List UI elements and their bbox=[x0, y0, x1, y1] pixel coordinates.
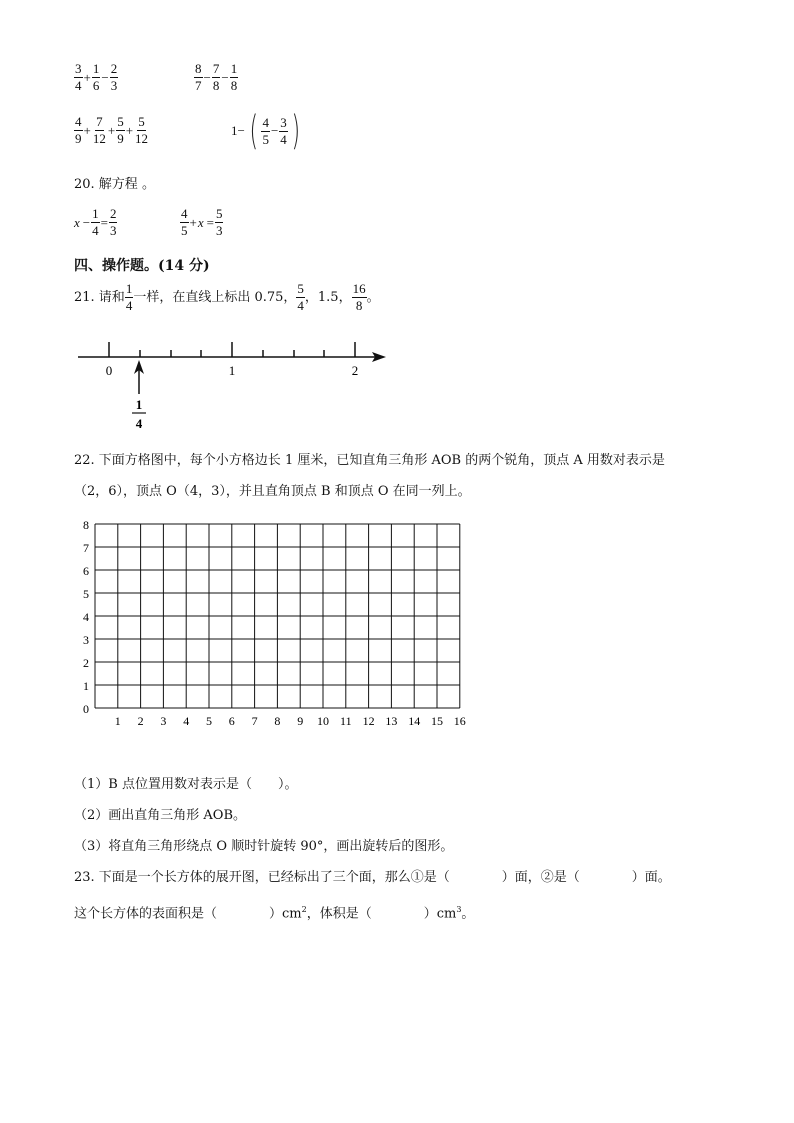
fraction: $\frac{4}{5}$ bbox=[262, 114, 269, 147]
fraction: $\frac{3}{4}$ bbox=[280, 114, 287, 147]
right-paren: ) bbox=[291, 108, 300, 154]
grid-x-label: 16 bbox=[453, 714, 466, 728]
fraction: $\frac{8}{7}$ bbox=[195, 61, 202, 93]
grid-y-label: 8 bbox=[83, 518, 89, 532]
grid-y-label: 6 bbox=[83, 564, 89, 578]
grid-y-label: 2 bbox=[83, 656, 89, 670]
grid-x-label: 4 bbox=[183, 714, 190, 728]
grid-x-label: 7 bbox=[251, 714, 258, 728]
grid-x-label: 3 bbox=[160, 714, 167, 728]
fraction: $\frac{5}{3}$ bbox=[215, 206, 223, 238]
coordinate-grid bbox=[72, 514, 472, 730]
marker-frac-numerator: 1 bbox=[135, 397, 143, 412]
equation-2: $\frac{4}{5}$ + x = $\frac{5}{3}$ bbox=[181, 206, 223, 238]
grid-x-label: 2 bbox=[137, 714, 144, 728]
expr-2: $\frac{8}{7}$ − $\frac{7}{8}$ − $\frac{1}{8}$ bbox=[195, 61, 238, 93]
grid-x-label: 12 bbox=[362, 714, 375, 728]
grid-x-label: 8 bbox=[274, 714, 281, 728]
grid-x-label: 9 bbox=[297, 714, 304, 728]
fraction: $\frac{2}{3}$ bbox=[109, 206, 117, 238]
grid-x-label: 15 bbox=[431, 714, 443, 728]
grid-y-labels bbox=[83, 518, 89, 716]
grid-y-label: 1 bbox=[83, 679, 89, 693]
grid-x-labels bbox=[115, 714, 466, 728]
q22-line2: （2，6），顶点 O（4，3），并且直角顶点 B 和顶点 O 在同一列上。 bbox=[74, 484, 471, 499]
q22-line1: 22. 下面方格图中，每个小方格边长 1 厘米，已知直角三角形 AOB 的两个锐角，顶点 A 用数对表示是 bbox=[74, 453, 665, 468]
q23-line1: 23. 下面是一个长方体的展开图，已经标出了三个面，那么①是（ ）面，②是（ ）面。 bbox=[74, 870, 671, 885]
number-line bbox=[70, 336, 400, 436]
grid-x-label: 10 bbox=[317, 714, 329, 728]
fraction: $\frac{7}{8}$ bbox=[212, 61, 220, 93]
fraction: $\frac{2}{3}$ bbox=[110, 61, 118, 93]
grid-x-label: 14 bbox=[408, 714, 421, 728]
tick-label-1: 1 bbox=[228, 363, 236, 378]
fraction: $\frac{5}{12}$ bbox=[135, 114, 149, 146]
grid-y-label: 3 bbox=[83, 633, 89, 647]
marker-frac-denominator: 4 bbox=[135, 416, 143, 431]
grid-y-label: 4 bbox=[83, 610, 89, 624]
grid-y-label: 7 bbox=[83, 541, 89, 555]
grid-x-label: 13 bbox=[385, 714, 398, 728]
left-paren: ( bbox=[249, 108, 258, 154]
fraction: $\frac{4}{9}$ bbox=[75, 114, 82, 146]
tick-label-0: 0 bbox=[105, 363, 113, 378]
grid-y-label: 5 bbox=[83, 587, 89, 601]
fraction: $\frac{5}{4}$ bbox=[297, 281, 304, 313]
q21-text: 21. 请和 $\frac{1}{4}$ 一样，在直线上标出 0.75， $\frac{5}{4}$ ，1.5， $\frac{16}{8}$ 。 bbox=[74, 281, 380, 313]
fraction: $\frac{4}{5}$ bbox=[181, 206, 188, 238]
fraction: $\frac{3}{4}$ bbox=[75, 61, 82, 93]
grid-x-label: 5 bbox=[206, 714, 212, 728]
fraction: $\frac{16}{8}$ bbox=[352, 281, 366, 313]
q20-title: 20. 解方程 。 bbox=[74, 177, 155, 192]
q22-sub2: （2）画出直角三角形 AOB。 bbox=[74, 808, 247, 823]
expr-4: 1− ( $\frac{4}{5}$ − $\frac{3}{4}$ ) bbox=[231, 108, 300, 154]
expr-1: $\frac{3}{4}$ + $\frac{1}{6}$ − $\frac{2}{3}$ bbox=[75, 61, 118, 93]
q22-sub1: （1）B 点位置用数对表示是（ ）。 bbox=[74, 777, 298, 792]
grid-x-label: 11 bbox=[340, 714, 352, 728]
q22-sub3: （3）将直角三角形绕点 O 顺时针旋转 90°，画出旋转后的图形。 bbox=[74, 839, 454, 854]
expr-3: $\frac{4}{9}$ + $\frac{7}{12}$ + $\frac{5}{9}$ + $\frac{5}{12}$ bbox=[75, 114, 149, 146]
section-heading: 四、操作题。(14 分) bbox=[74, 258, 210, 274]
fraction: $\frac{1}{4}$ bbox=[92, 206, 99, 238]
grid-lines bbox=[95, 524, 460, 708]
grid-y-label: 0 bbox=[83, 702, 89, 716]
tick-label-2: 2 bbox=[351, 363, 359, 378]
fraction: $\frac{1}{8}$ bbox=[230, 61, 238, 93]
fraction: $\frac{1}{6}$ bbox=[92, 61, 100, 93]
grid-x-label: 1 bbox=[114, 714, 121, 728]
fraction: $\frac{1}{4}$ bbox=[125, 281, 133, 313]
fraction: $\frac{5}{9}$ bbox=[117, 114, 124, 146]
equation-1: x − $\frac{1}{4}$ = $\frac{2}{3}$ bbox=[74, 206, 117, 238]
q23-line2: 这个长方体的表面积是（ ）$cm^2$，体积是（ ）$cm^3$。 bbox=[74, 905, 475, 922]
grid-x-label: 6 bbox=[228, 714, 235, 728]
fraction: $\frac{7}{12}$ bbox=[92, 114, 106, 146]
